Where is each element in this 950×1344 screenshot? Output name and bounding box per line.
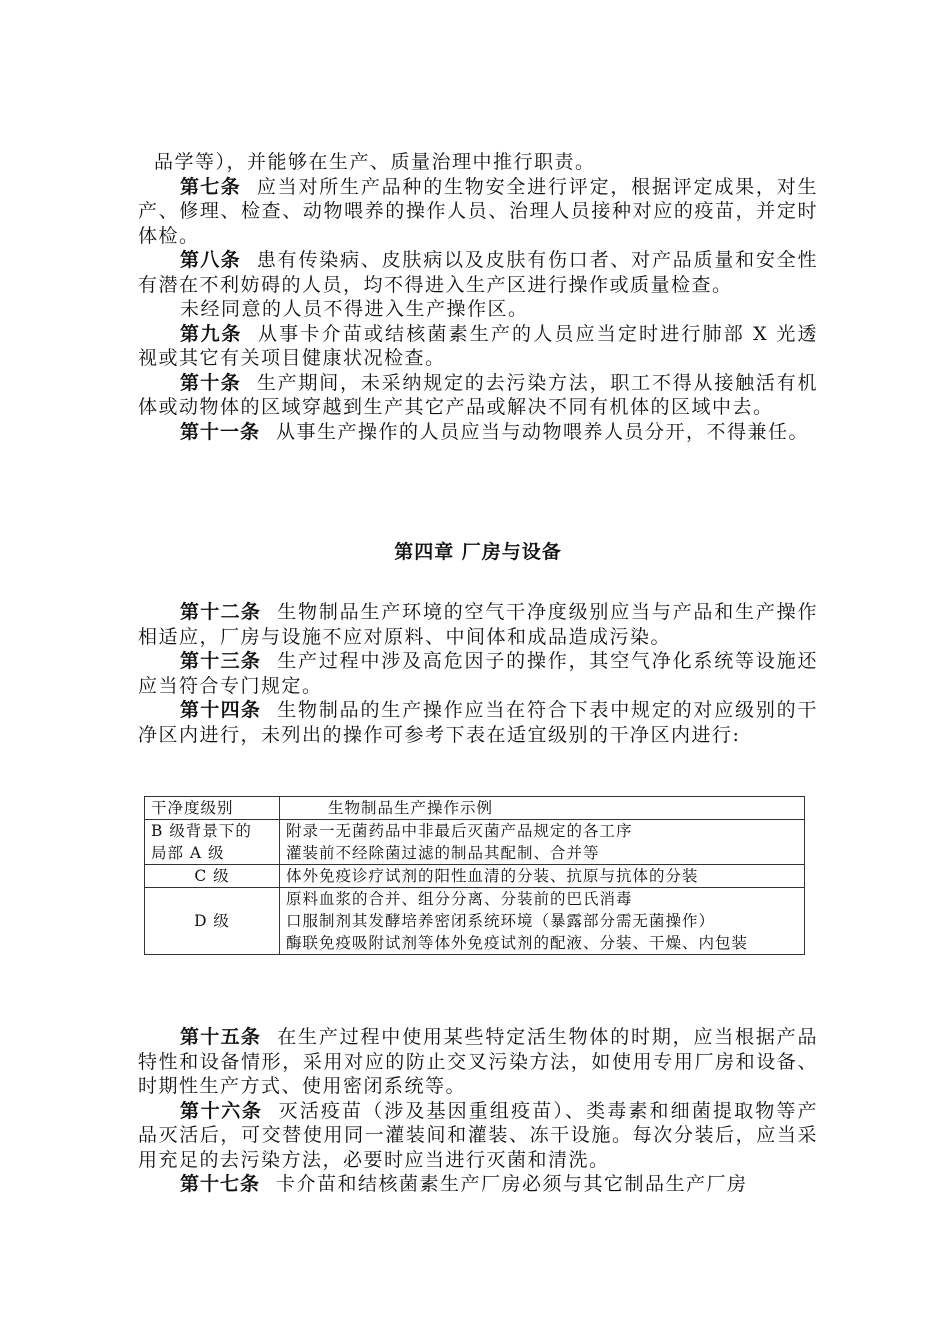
paragraph	[138, 371, 818, 420]
article-number: 第十七条	[180, 1173, 261, 1195]
chapter-title: 第四章 厂房与设备	[394, 541, 562, 563]
paragraph	[138, 698, 818, 747]
cell-operations	[280, 888, 805, 955]
article-number: 第七条	[180, 175, 241, 198]
paragraph	[138, 150, 818, 175]
paragraph	[138, 420, 818, 445]
column-header-level: 干净度级别	[145, 797, 280, 820]
paragraph-text: 在生产过程中使用某些特定活生物体的时期，应当根据产品特性和设备情形，采用对应的防止交叉污染方法，如使用专用厂房和设备、时期性生产方式、使用密闭系统等。	[138, 1026, 818, 1097]
paragraph	[138, 649, 818, 698]
operation-item: 体外免疫诊疗试剂的阳性血清的分装、抗原与抗体的分装	[286, 867, 699, 885]
operation-item: 口服制剂其发酵培养密闭系统环境（暴露部分需无菌操作）	[286, 912, 716, 930]
cell-operations	[280, 820, 805, 865]
table-row	[145, 865, 805, 888]
paragraph	[138, 297, 818, 322]
paragraph-text: 患有传染病、皮肤病以及皮肤有伤口者、对产品质量和安全性有潜在不利妨碍的人员，均不得进入生产区进行操作或质量检查。	[138, 249, 818, 296]
paragraph-text: 灭活疫苗（涉及基因重组疫苗）、类毒素和细菌提取物等产品灭活后，可交替使用同一灌装间和灌装、冻干设施。每次分装后，应当采用充足的去污染方法，必要时应当进行灭菌和清洗。	[138, 1099, 818, 1171]
table-header-row	[145, 797, 805, 820]
cell-level	[145, 888, 280, 955]
paragraph	[138, 248, 818, 297]
level-line: C 级	[194, 867, 230, 885]
article-number: 第八条	[180, 249, 241, 271]
article-number: 第十条	[180, 371, 241, 394]
article-number: 第十五条	[180, 1026, 262, 1048]
mid-articles	[138, 600, 818, 747]
paragraph-text: 卡介苗和结核菌素生产厂房必须与其它制品生产厂房	[276, 1173, 748, 1195]
article-number: 第十一条	[180, 420, 261, 443]
column-header-operations: 生物制品生产操作示例	[280, 797, 805, 820]
paragraph	[138, 322, 818, 371]
operation-item: 灌装前不经除菌过滤的制品其配制、合并等	[286, 844, 600, 862]
paragraph	[138, 175, 818, 249]
paragraph-text: 未经同意的人员不得进入生产操作区。	[180, 298, 529, 320]
table-row	[145, 888, 805, 955]
paragraph	[138, 1172, 818, 1197]
cleanliness-table	[144, 796, 805, 955]
article-number: 第十三条	[180, 650, 262, 672]
paragraph-text: 从事生产操作的人员应当与动物喂养人员分开，不得兼任。	[276, 420, 810, 443]
bottom-articles	[138, 1025, 818, 1197]
paragraph	[138, 600, 818, 649]
table-row	[145, 820, 805, 865]
operation-item: 原料血浆的合并、组分分离、分装前的巴氏消毒	[286, 890, 633, 908]
article-number: 第九条	[180, 322, 243, 345]
paragraph-text: 生产过程中涉及高危因子的操作，其空气净化系统等设施还应当符合专门规定。	[138, 650, 818, 697]
paragraph-text: 应当对所生产品种的生物安全进行评定，根据评定成果，对生产、修理、检查、动物喂养的操作人员、治理人员接种对应的疫苗，并定时体检。	[138, 175, 818, 247]
paragraph-text: 从事卡介苗或结核菌素生产的人员应当定时进行肺部 X 光透视或其它有关项目健康状况检查。	[138, 322, 818, 369]
top-articles	[138, 150, 818, 444]
article-number: 第十二条	[180, 601, 262, 623]
paragraph-text: 生产期间，未采纳规定的去污染方法，职工不得从接触活有机体或动物体的区域穿越到生产其它产品或解决不同有机体的区域中去。	[138, 371, 818, 418]
cell-level	[145, 820, 280, 865]
level-line: 局部 A 级	[151, 844, 225, 862]
paragraph	[138, 1025, 818, 1099]
level-line: B 级背景下的	[151, 822, 252, 840]
paragraph-text: 品学等），并能够在生产、质量治理中推行职责。	[154, 151, 596, 173]
article-number: 第十四条	[180, 699, 262, 721]
operation-item: 附录一无菌药品中非最后灭菌产品规定的各工序	[286, 822, 633, 840]
level-line: D 级	[194, 912, 230, 930]
paragraph	[138, 1099, 818, 1173]
article-number: 第十六条	[180, 1099, 263, 1122]
cell-level	[145, 865, 280, 888]
paragraph-text: 生物制品生产环境的空气干净度级别应当与产品和生产操作相适应，厂房与设施不应对原料、中间体和成品造成污染。	[138, 601, 818, 648]
cell-operations	[280, 865, 805, 888]
paragraph-text: 生物制品的生产操作应当在符合下表中规定的对应级别的干净区内进行，未列出的操作可参考下表在适宜级别的干净区内进行:	[138, 699, 818, 746]
operation-item: 酶联免疫吸附试剂等体外免疫试剂的配液、分装、干燥、内包装	[286, 934, 749, 952]
